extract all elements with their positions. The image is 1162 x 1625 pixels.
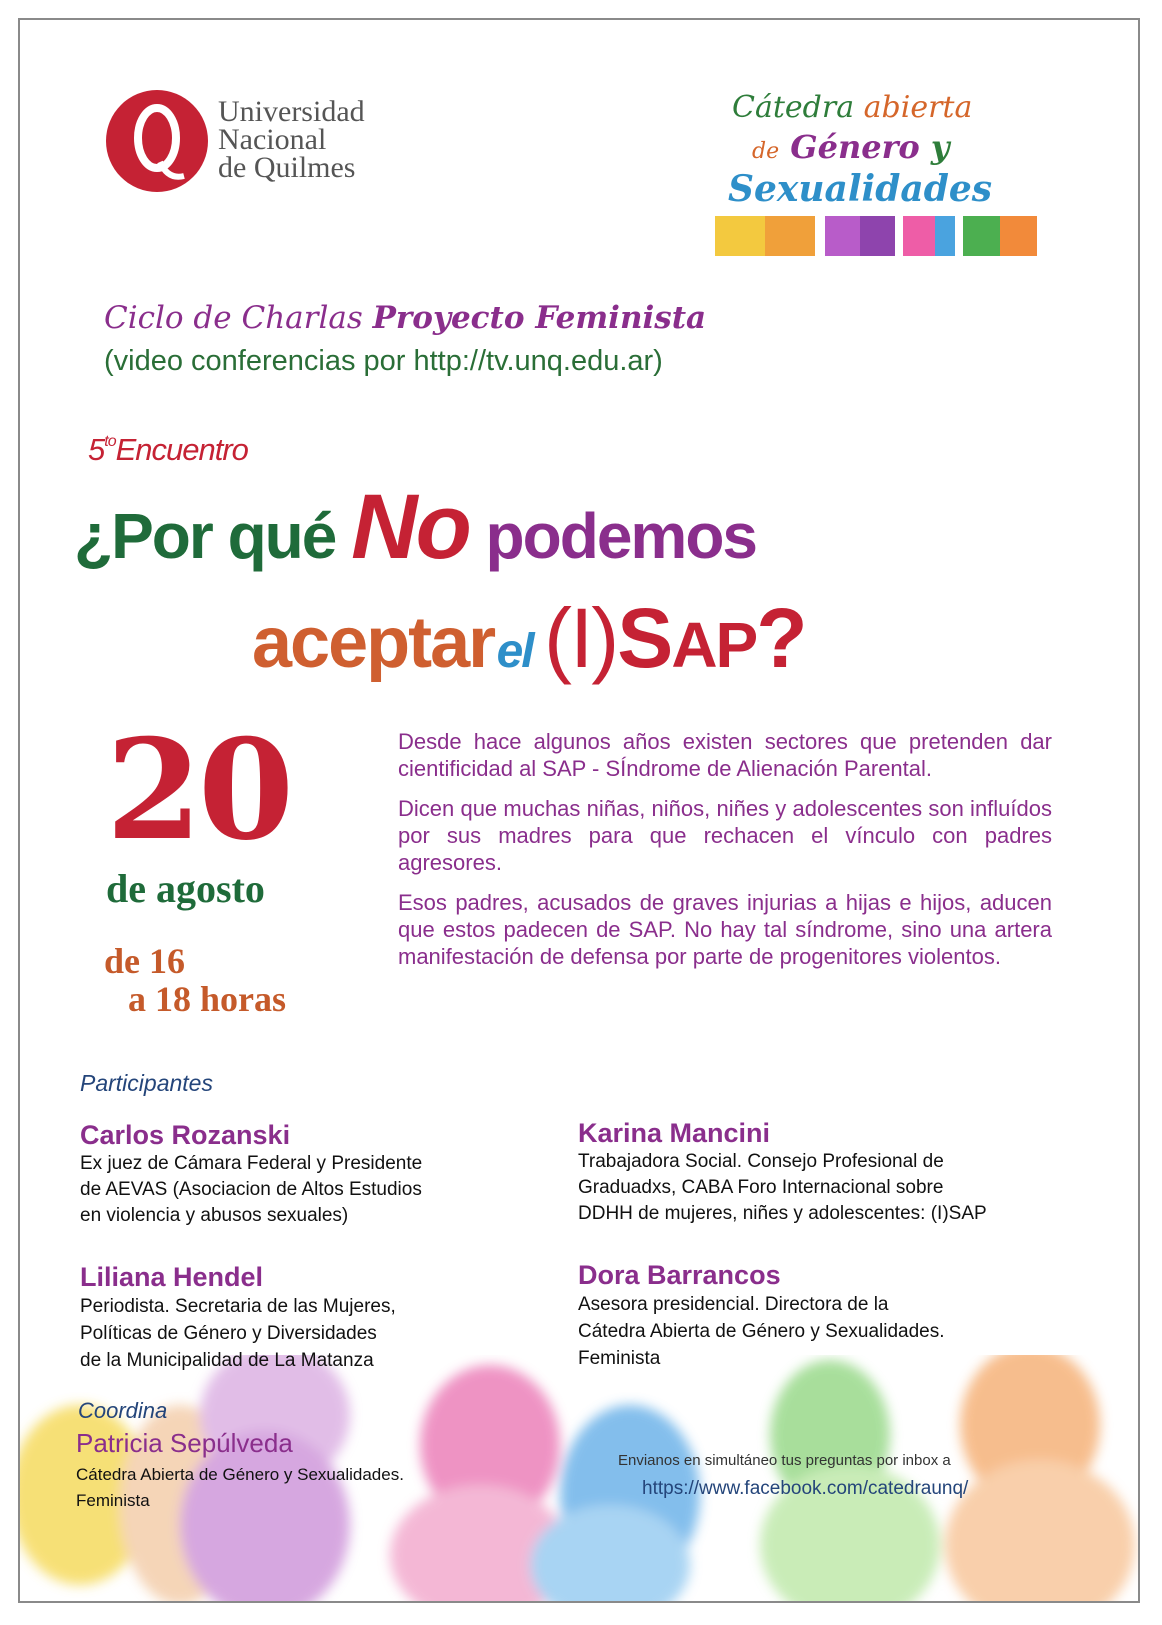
title-line2 <box>252 590 806 687</box>
participant-name: Carlos Rozanski <box>80 1120 291 1150</box>
catedra-word: de <box>752 139 780 164</box>
participants-label: Participantes <box>80 1070 213 1096</box>
catedra-word: y <box>930 128 950 166</box>
university-line2: Nacional <box>218 123 327 156</box>
faces-strip-icon <box>715 216 1037 256</box>
university-name <box>218 95 365 184</box>
catedra-line3: Sexualidades <box>728 168 993 210</box>
encuentro-label <box>88 432 248 468</box>
title-line1 <box>74 475 756 580</box>
participant-name: Karina Mancini <box>578 1118 771 1148</box>
participant-desc: Trabajadora Social. Consejo Profesional de Graduadxs, CABA Foro Internacional sobre DDHH de mujeres, niñes y adolescentes: (I)SAP <box>578 1151 987 1224</box>
title-part: (I) <box>543 591 618 685</box>
poster <box>18 18 1140 1603</box>
description-paragraph: Desde hace algunos años existen sectores que pretenden dar cientificidad al SAP - SÍndrome de Alienación Parental. <box>398 729 1052 781</box>
encuentro-num: 5 <box>88 432 105 467</box>
participant <box>578 1118 1058 1227</box>
event-hours-end: a 18 horas <box>128 979 287 1019</box>
participant-name: Liliana Hendel <box>80 1262 264 1292</box>
encuentro-text: Encuentro <box>115 432 248 467</box>
catedra-line2 <box>752 128 950 166</box>
event-day: 20 <box>106 708 291 871</box>
unq-logo-icon <box>104 88 210 194</box>
participant-desc: Periodista. Secretaria de las Mujeres, Políticas de Género y Diversidades de la Municipalidad de La Matanza <box>80 1296 396 1371</box>
catedra-line1 <box>732 90 972 125</box>
description-paragraph: Esos padres, acusados de graves injurias a hijas e hijos, aducen que estos padecen de SAP. No hay tal síndrome, sino una artera manifestación de defensa por parte de progenitores violentos. <box>398 890 1052 969</box>
event-month: de agosto <box>106 866 265 911</box>
university-line1: Universidad <box>218 95 365 128</box>
coordina-name: Patricia Sepúlveda <box>76 1428 293 1458</box>
university-line3: de Quilmes <box>218 151 356 184</box>
coordina-desc: Cátedra Abierta de Género y Sexualidades. Feminista <box>76 1465 404 1510</box>
participant <box>578 1260 1058 1372</box>
title-part: S <box>617 591 672 685</box>
participant-name: Dora Barrancos <box>578 1260 781 1290</box>
encuentro-sup: to <box>104 433 116 450</box>
coordina-label: Coordina <box>78 1398 168 1423</box>
participant-desc: Ex juez de Cámara Federal y Presidente de AEVAS (Asociacion de Altos Estudios en violencia y abusos sexuales) <box>80 1153 423 1226</box>
title-part: aceptar <box>252 603 495 683</box>
ciclo-normal: Ciclo de Charlas <box>104 300 373 336</box>
event-hours-start: de 16 <box>104 941 185 981</box>
description-paragraph: Dicen que muchas niñas, niños, niñes y adolescentes son influídos por sus madres para que rechacen el vínculo con padres agresores. <box>398 796 1052 875</box>
title-part: ? <box>756 591 806 685</box>
video-link-text: (video conferencias por http://tv.unq.edu.ar) <box>104 345 663 377</box>
catedra-word: Género <box>790 128 920 166</box>
ciclo-bold: Proyecto Feminista <box>372 300 707 336</box>
participant <box>80 1120 540 1229</box>
catedra-word: Cátedra <box>732 90 855 125</box>
participant-desc: Asesora presidencial. Directora de la Cátedra Abierta de Género y Sexualidades. Feminista <box>578 1294 945 1369</box>
title-part: AP <box>671 609 757 681</box>
contact-text: Envianos en simultáneo tus preguntas por inbox a <box>618 1452 951 1469</box>
title-part: ¿Por qué <box>74 500 352 572</box>
participant <box>80 1262 540 1374</box>
title-part: el <box>496 625 544 678</box>
catedra-word: abierta <box>863 90 973 125</box>
description <box>398 728 1052 983</box>
title-part: No <box>351 476 470 578</box>
facebook-link[interactable]: https://www.facebook.com/catedraunq/ <box>642 1478 969 1499</box>
title-part: podemos <box>469 500 757 572</box>
ciclo-title <box>104 300 706 336</box>
